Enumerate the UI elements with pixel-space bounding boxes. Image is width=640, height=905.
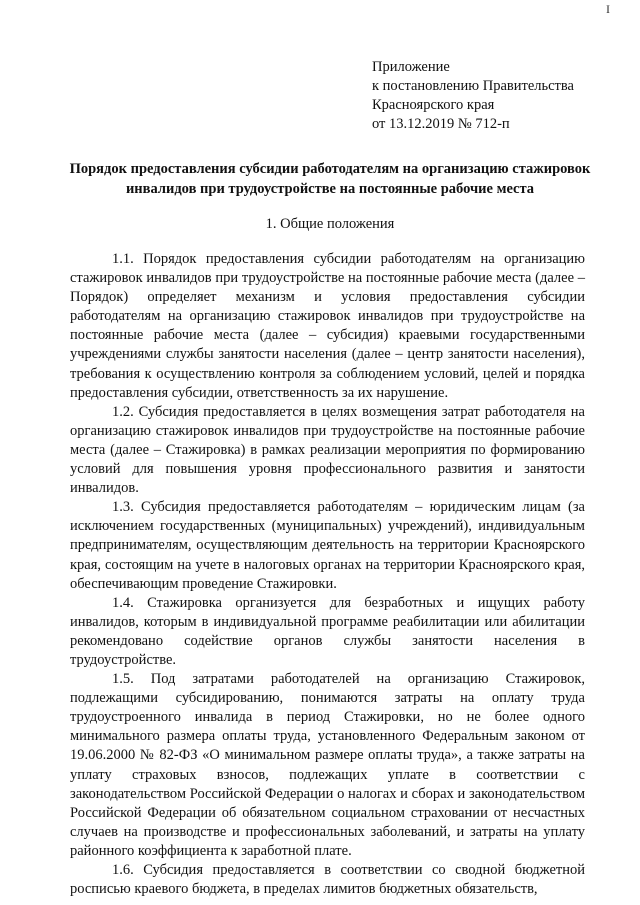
appendix-line: Приложение: [372, 59, 450, 75]
appendix-line: к постановлению Правительства: [372, 78, 574, 94]
page-number: I: [606, 2, 610, 16]
document-body: [70, 250, 585, 899]
section-heading: 1. Общие положения: [265, 216, 395, 232]
document-title: Порядок предоставления субсидии работодателям на организацию стажировок инвалидов при трудоустройстве на постоянные рабочие места: [69, 161, 591, 197]
paragraph: 1.5. Под затратами работодателей на организацию Стажировок, подлежащими субсидированию, понимаются затраты на оплату труда трудоустроенного инвалида в период Стажировки, но не более одного минимального размера оплаты труда, установленного Федеральным законом от 19.06.2000 № 82-ФЗ «О минимальном размере оплаты труда», а также затраты на уплату страховых взносов, подлежащих уплате в соответствии с законодательством Российской Федерации о налогах и сборах и законодательством Российской Федерации об обязательном социальном страховании от несчастных случаев на производстве и профессиональных заболеваний, и затраты на уплату районного коэффициента к заработной плате.: [70, 671, 585, 859]
paragraph: 1.3. Субсидия предоставляется работодателям – юридическим лицам (за исключением государственных (муниципальных) учреждений), индивидуальным предпринимателям, осуществляющим деятельность на территории Красноярского края, состоящим на учете в налоговых органах на территории Красноярского края, обеспечивающим проведение Стажировки.: [70, 499, 585, 592]
appendix-block: [372, 58, 574, 134]
paragraph: 1.2. Субсидия предоставляется в целях возмещения затрат работодателя на организацию стажировок инвалидов при трудоустройстве на постоянные рабочие места (далее – Стажировка) в рамках реализации мероприятия по формированию условий для повышения уровня профессионального развития и занятости инвалидов.: [70, 403, 585, 497]
paragraph: 1.1. Порядок предоставления субсидии работодателям на организацию стажировок инвалидов при трудоустройстве на постоянные рабочие места (далее – Порядок) определяет механизм и условия предоставления субсидии работодателям на организацию стажировок инвалидов при трудоустройстве на постоянные рабочие места (далее – субсидия) краевыми государственными учреждениями службы занятости населения (далее – центр занятости населения), требования к осуществлению контроля за соблюдением условий, целей и порядка предоставления субсидии, ответственность за их нарушение.: [70, 251, 585, 401]
appendix-line: от 13.12.2019 № 712-п: [372, 116, 510, 132]
appendix-line: Красноярского края: [372, 97, 495, 113]
paragraph: 1.6. Субсидия предоставляется в соответствии со сводной бюджетной росписью краевого бюджета, в пределах лимитов бюджетных обязательств,: [70, 862, 585, 898]
paragraph: 1.4. Стажировка организуется для безработных и ищущих работу инвалидов, которым в индивидуальной программе реабилитации или абилитации рекомендовано содействие органов службы занятости населения в трудоустройстве.: [70, 594, 585, 668]
